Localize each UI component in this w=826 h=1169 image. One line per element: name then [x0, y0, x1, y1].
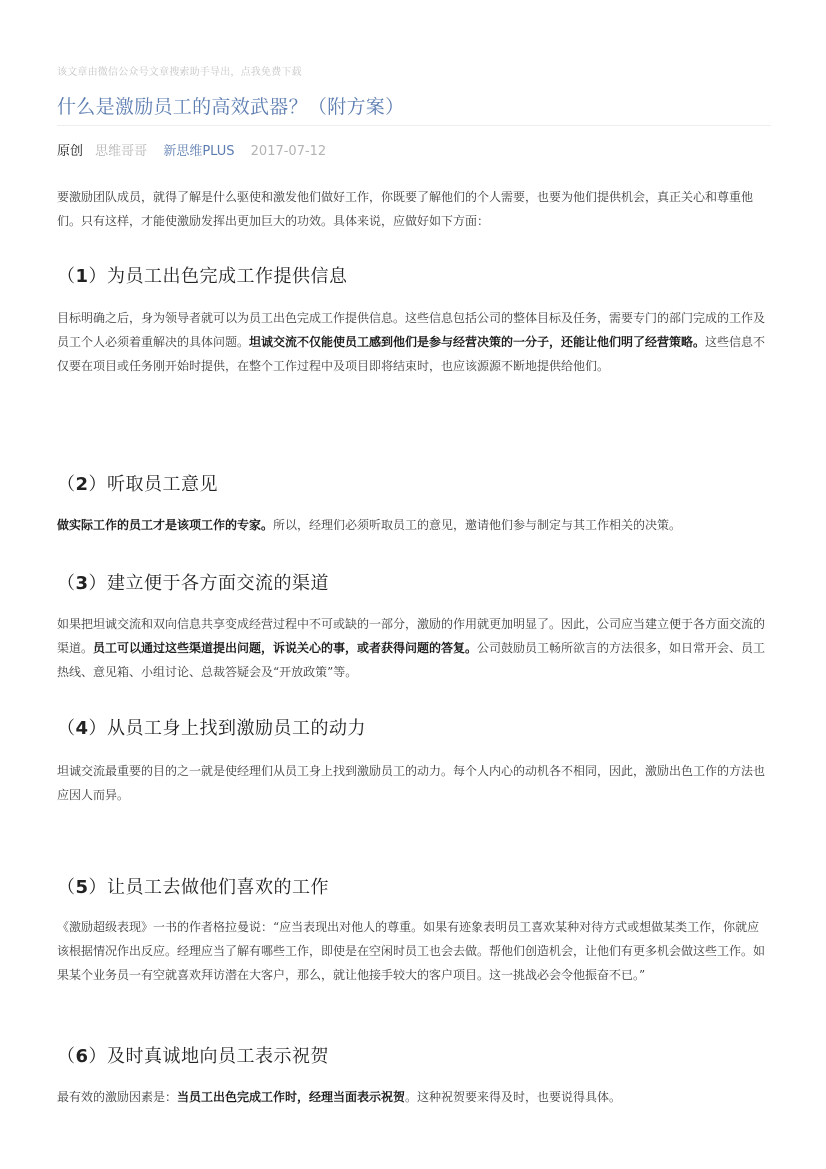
section-paragraph-3	[57, 612, 771, 684]
heading-open-paren: （	[57, 266, 76, 287]
section-number: 6	[75, 1046, 89, 1067]
heading-close-paren: ）	[88, 1046, 108, 1067]
section-title: 让员工去做他们喜欢的工作	[107, 877, 330, 898]
section-title: 及时真诚地向员工表示祝贺	[107, 1046, 330, 1067]
emphasis-text: 做实际工作的员工才是该项工作的专家。	[57, 518, 274, 532]
emphasis-text: 员工可以通过这些渠道提出问题，诉说关心的事，或者获得问题的答复。	[93, 641, 478, 655]
section-number: 1	[75, 266, 89, 287]
section-title: 建立便于各方面交流的渠道	[107, 573, 330, 594]
section-number: 4	[75, 718, 89, 739]
section-heading-4	[57, 714, 366, 740]
article-title: 什么是激励员工的高效武器？（附方案）	[57, 96, 405, 118]
paragraph-text: 所以，经理们必须听取员工的意见，邀请他们参与制定与其工作相关的决策。	[273, 518, 682, 532]
paragraph-text: 。这种祝贺要来得及时，也要说得具体。	[405, 1090, 622, 1104]
heading-open-paren: （	[57, 718, 76, 739]
heading-open-paren: （	[57, 573, 76, 594]
paragraph-text: 这些信息不仅要在项目或任务刚开始时提供，在整个工作过程中及项目即将结束时，也应该源源不断地提供给他们。	[57, 335, 766, 373]
section-heading-1	[57, 262, 348, 288]
paragraph-text: 如果把坦诚交流和双向信息共享变成经营过程中不可或缺的一部分，激励的作用就更加明显了。因此，公司应当建立便于各方面交流的渠道。	[57, 617, 766, 655]
emphasis-text: 坦诚交流不仅能使员工感到他们是参与经营决策的一分子，还能让他们明了经营策略。	[249, 335, 706, 349]
author-name[interactable]: 思维哥哥	[95, 144, 148, 159]
intro-paragraph: 要激励团队成员，就得了解是什么驱使和激发他们做好工作，你既要了解他们的个人需要，也要为他们提供机会，真正关心和尊重他们。只有这样，才能使激励发挥出更加巨大的功效。具体来说，应做好如下方面：	[57, 190, 754, 228]
paragraph-text: 坦诚交流最重要的目的之一就是使经理们从员工身上找到激励员工的动力。每个人内心的动机各不相同，因此，激励出色工作的方法也应因人而异。	[57, 764, 766, 802]
section-number: 2	[75, 474, 89, 495]
article-meta	[57, 140, 338, 159]
heading-open-paren: （	[57, 1046, 76, 1067]
emphasis-text: 当员工出色完成工作时，经理当面表示祝贺	[177, 1090, 406, 1104]
original-label: 原创	[57, 144, 84, 159]
paragraph-text: 《激励超级表现》一书的作者格拉曼说：“应当表现出对他人的尊重。如果有迹象表明员工喜欢某种对待方式或想做某类工作，你就应该根据情况作出反应。经理应当了解有哪些工作，即使是在空闲时员工也会去做。帮他们创造机会，让他们有更多机会做这些工作。如果某个业务员一有空就喜欢拜访潜在大客户，那么，就让他接手较大的客户项目。这一挑战必会令他振奋不已。”	[57, 920, 766, 982]
section-number: 5	[75, 877, 89, 898]
paragraph-text: 公司鼓励员工畅所欲言的方法很多，如日常开会、员工热线、意见箱、小组讨论、总裁答疑会及“开放政策”等。	[57, 641, 766, 679]
section-heading-5	[57, 873, 329, 899]
heading-close-paren: ）	[88, 877, 108, 898]
heading-close-paren: ）	[88, 266, 108, 287]
section-paragraph-4	[57, 759, 771, 807]
export-notice-link[interactable]: 该文章由微信公众号文章搜索助手导出，点我免费下载	[57, 67, 302, 78]
heading-close-paren: ）	[88, 474, 108, 495]
paragraph-text: 目标明确之后，身为领导者就可以为员工出色完成工作提供信息。这些信息包括公司的整体目标及任务，需要专门的部门完成的工作及员工个人必须着重解决的具体问题。	[57, 311, 766, 349]
section-heading-3	[57, 569, 329, 595]
section-title: 为员工出色完成工作提供信息	[107, 266, 348, 287]
title-divider	[57, 125, 771, 126]
heading-open-paren: （	[57, 877, 76, 898]
section-title: 听取员工意见	[107, 474, 219, 495]
section-title: 从员工身上找到激励员工的动力	[107, 718, 367, 739]
section-heading-6	[57, 1042, 329, 1068]
section-paragraph-6	[57, 1085, 771, 1109]
section-number: 3	[75, 573, 89, 594]
section-paragraph-5	[57, 915, 771, 987]
section-paragraph-2	[57, 513, 771, 537]
heading-close-paren: ）	[88, 718, 108, 739]
publish-date: 2017-07-12	[250, 144, 327, 159]
heading-close-paren: ）	[88, 573, 108, 594]
heading-open-paren: （	[57, 474, 76, 495]
section-heading-2	[57, 470, 218, 496]
paragraph-text: 最有效的激励因素是：	[57, 1090, 178, 1104]
section-paragraph-1	[57, 306, 771, 378]
account-link[interactable]: 新思维PLUS	[163, 144, 235, 159]
